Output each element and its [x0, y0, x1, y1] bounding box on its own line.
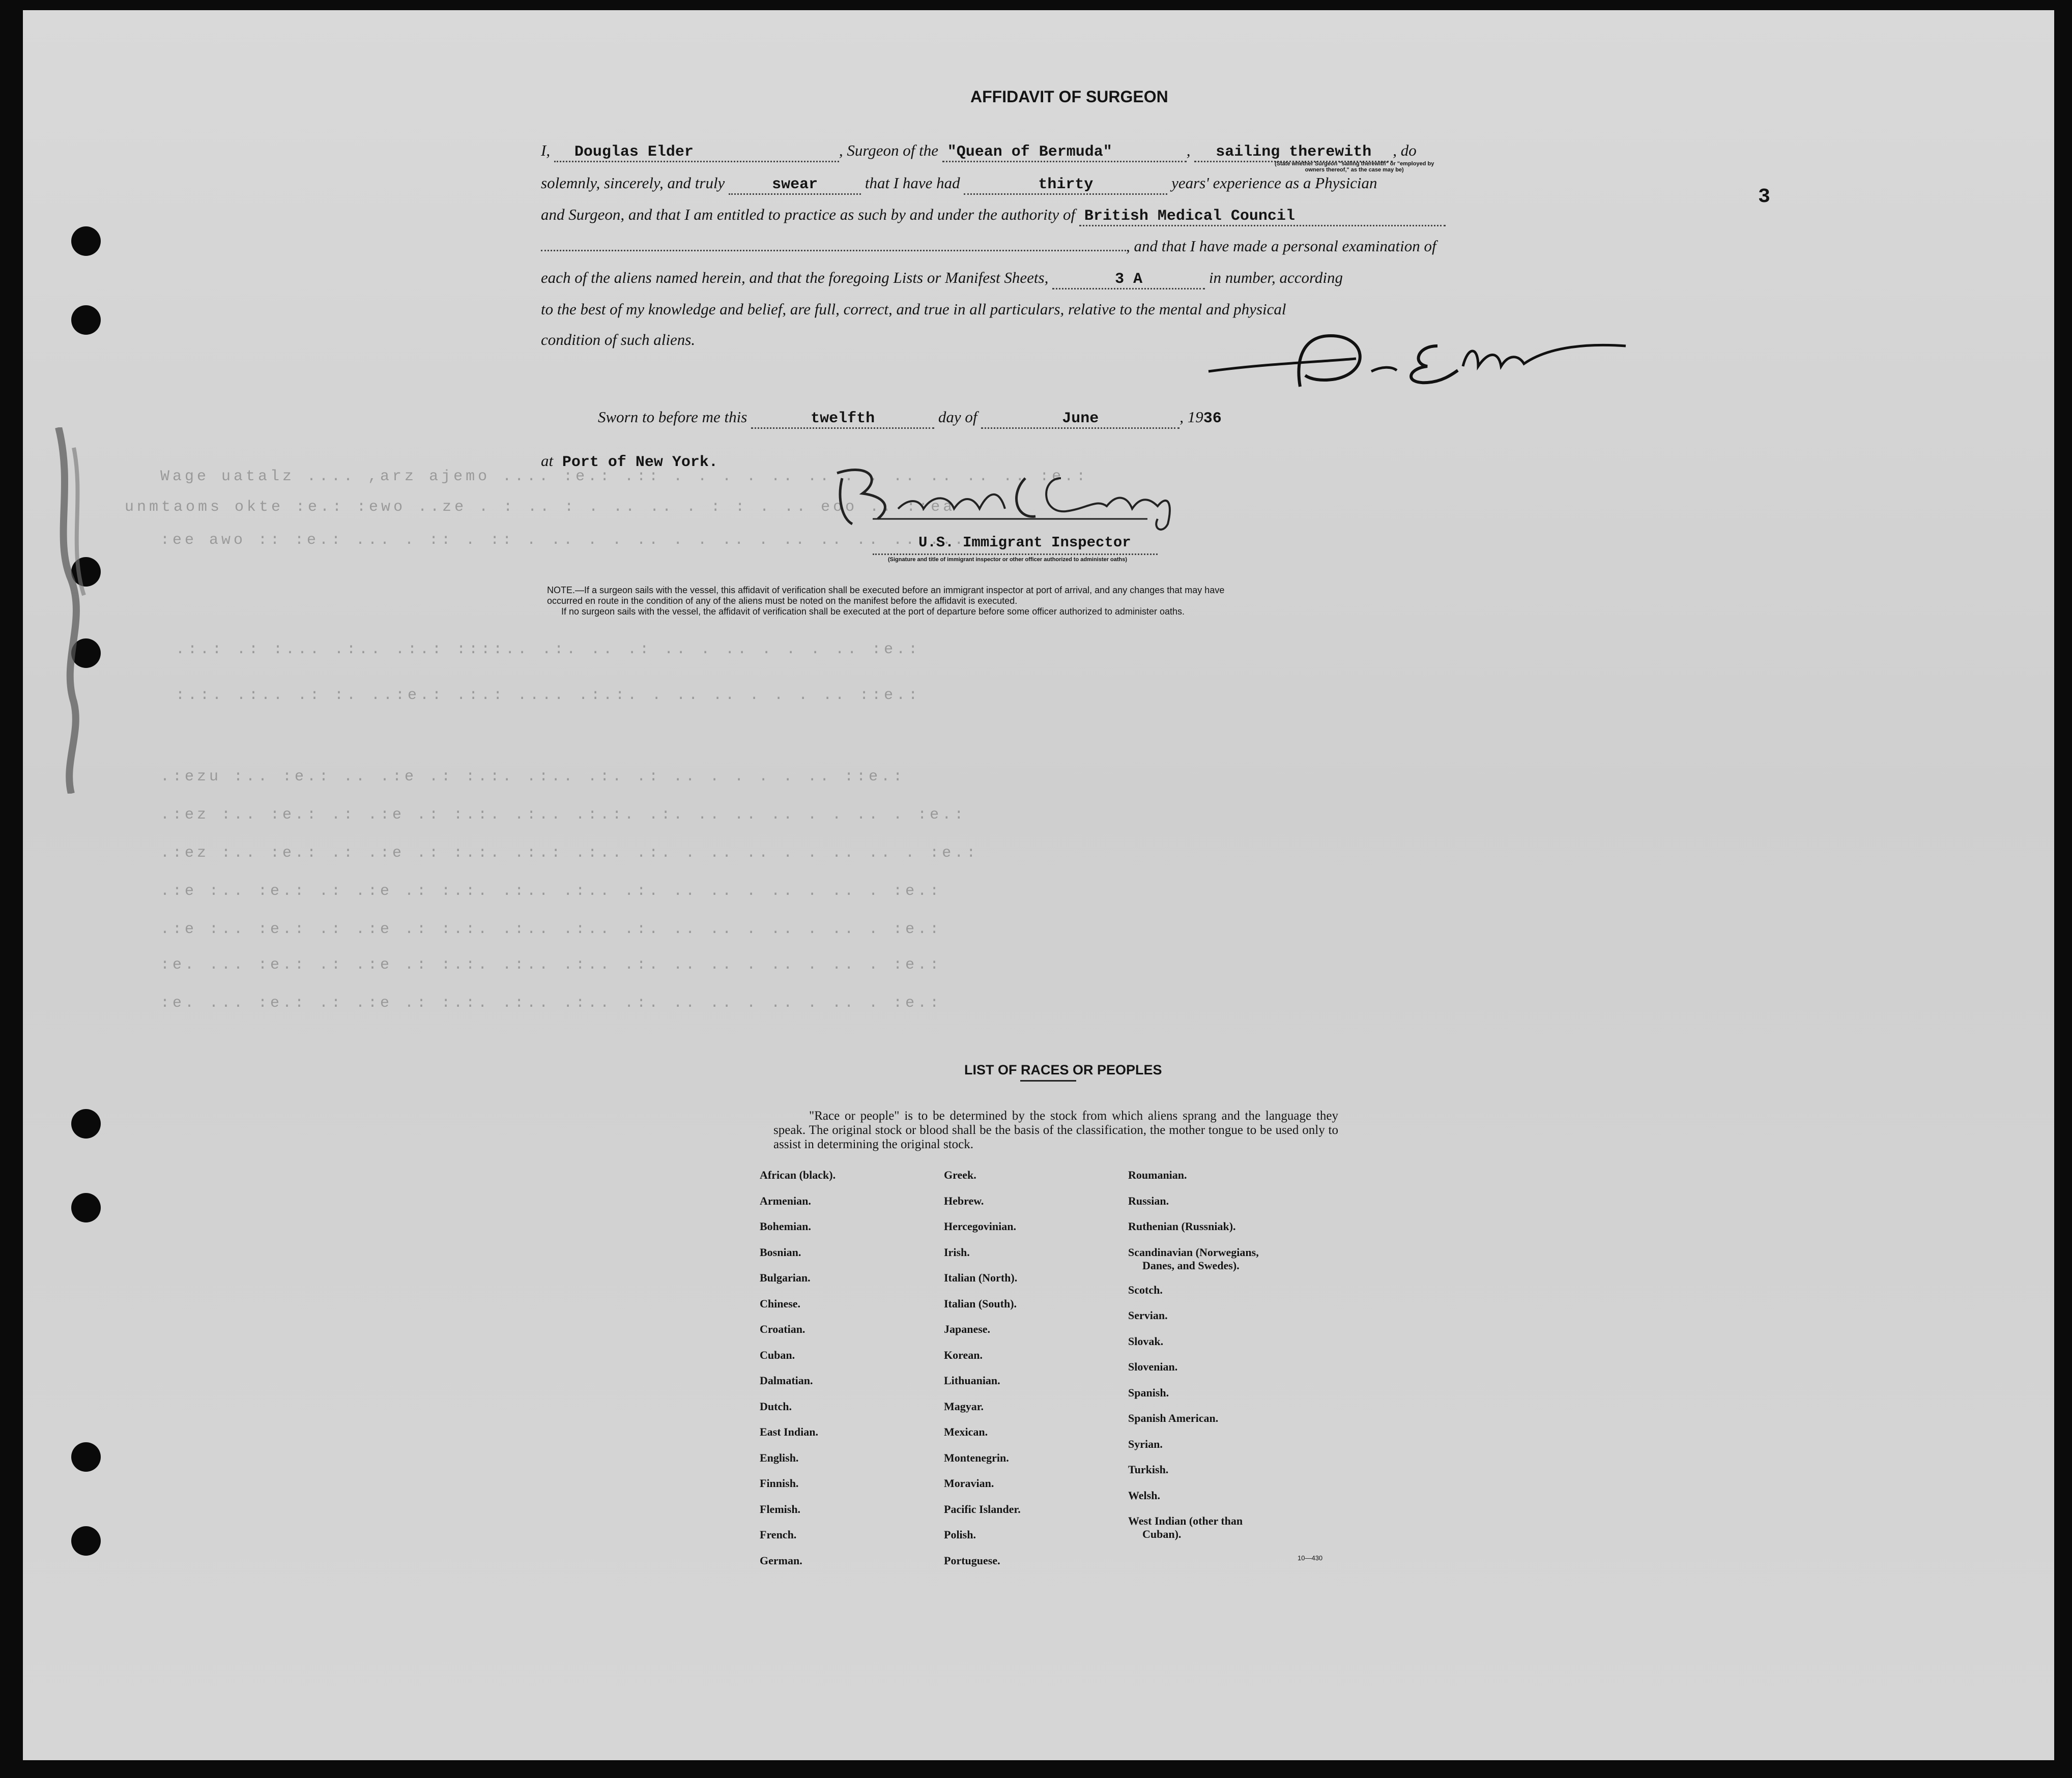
binder-hole [71, 1526, 101, 1556]
at-text: at [541, 452, 554, 470]
affidavit-line-7: condition of such aliens. [541, 331, 696, 348]
solemnly-text: solemnly, sincerely, and truly [541, 174, 725, 192]
affidavit-line-4 [541, 237, 1436, 255]
surgeon-signature [1203, 315, 1631, 397]
capacity-note: (State whether Surgeon "sailing therewith" or "employed by owners thereof," as the case may be) [1275, 161, 1434, 173]
affidavit-line-1 [541, 141, 1417, 162]
race-item: Slovenian. [1128, 1360, 1178, 1373]
race-item: Moravian. [944, 1477, 994, 1490]
races-column-1 [760, 1169, 836, 1580]
affidavit-line-5 [541, 269, 1343, 289]
surgeon-of-text: , Surgeon of the [839, 141, 938, 159]
race-item: Mexican. [944, 1425, 988, 1438]
race-item: Italian (North). [944, 1271, 1018, 1284]
race-item: Turkish. [1128, 1463, 1169, 1476]
manifest-sheet: Wage uatalz .... ,arz ajemo .... :e.: .:: . . . . .. .. . . .. .. .. .. :e.: unmtaoms okte :e.: :ewo ..ze . : .. : . .. .. . : : . .. eoo .. ::ea :ee awo :: :e.: ... . :: . :: . .. . . .. . . .. . .. .. .. .. ... .:.: .: :... .:.. .:.: ::::.. .:. .. .: .. . .. . . . .. :e.: :.:. .:.. .: :. ..:e.: .:.: .... .:.:. . .. .. . . . .. ::e.: .:ezu :.. :e.: .. .:e .: :.:. .:.. .:. .: .. . . . . .. ::e.: .:ez :.. :e.: .: .:e .: :.:. .:.. .:.:. .:. .. .. .. . . .. . :e.: .:ez :.. :e.: .: .:e .: :.:. .:.: .:.. .:. . .. .. . . .. .. . :e.: .:e :.. :e.: .: .:e .: :.:. .:.. .:.. .:. .. .. . .. . .. . :e.: .:e :.. :e.: .: .:e .: :.:. .:.. .:.. .:. .. .. . .. . .. . :e.: :e. ... :e.: .: .:e .: :.:. .:.. .:.. .:. .. .. . .. . .. . :e.: :e. ... :e.: .: .:e .: :.:. .:.. .:.. .:. .. .. . .. . .. . :e.: 3 AFFIDAVIT OF SURGEON I, Douglas Elder , Surgeon of the "Quean of Bermuda" , sailing therewith , do (State whether Surgeon "sailing therewith" or "employed by owners thereof," as the case may be) solemnly, sincerely, and truly swear that I have had thirty years' experience as a Physician and Surgeon, and that I am entitled to practice as such by and under the authority of British Medical Council , and that I have made a personal examination of each of the aliens named herein, and that the foregoing Lists or Manifest Sheets, 3 A in number, according to the best of my knowledge and belief, are full, correct, and true in all particulars, relative to the mental and physical condition of such aliens. Sworn to before me this twelfth day of June , 1936 at Port of New York. U.S. Immigrant Inspector (Signature and title of immigrant inspector or other officer authorized to administer oaths) NOTE.—If a surgeon sails with the vessel, this affidavit of verification shall be executed before an immigrant inspector at port of arrival, and any changes that may have occurred en route in the condition of any of the aliens must be noted on the manifest before the affidavit is executed. If no surgeon sails with the vessel, the affidavit of verification shall be executed at the port of departure before some officer authorized to administer oaths. LIST OF RACES OR PEOPLES "Race or people" is to be determined by the stock from which aliens sprang and the language they speak. The original stock or blood shall be the basis of the classification, the mother tongue to be used only to assist in determining the original stock. African (black). Armenian. Bohemian. Bosnian. Bulgarian. Chinese. Croatian. Cuban. Dalmatian. Dutch. East Indian. English. Finnish. Flemish. French. German. Greek. Hebrew. Hercegovinian. Irish. Italian (North). Italian (South). Japanese. Korean. Lithuanian. Magyar. Mexican. Montenegrin. Moravian. Pacific Islander. Polish. Portuguese. Roumanian. Russian. Ruthenian (Russniak). Scandinavian (Norwegians, Danes, and Swedes). Scotch. Servian. Slovak. Slovenian. Spanish. Spanish American. Syrian. Turkish. Welsh. West Indian (other than Cuban). 10—430 [23, 10, 2054, 1760]
race-item: Pacific Islander. [944, 1502, 1021, 1515]
sworn-day-field: twelfth [751, 411, 934, 429]
sworn-line [598, 408, 1222, 429]
races-column-2 [944, 1169, 1021, 1580]
race-item: Montenegrin. [944, 1451, 1009, 1464]
race-item: Bulgarian. [760, 1271, 811, 1284]
affidavit-line-3 [541, 206, 1446, 226]
race-item: Syrian. [1128, 1437, 1163, 1450]
note-line-2: occurred en route in the condition of any of the aliens must be noted on the manifest before the affidavit is executed. [547, 596, 1018, 606]
inspector-caption: (Signature and title of immigrant inspector or other officer authorized to administer oaths) [888, 557, 1127, 563]
comma-text: , [1186, 141, 1191, 159]
binder-hole [71, 1109, 101, 1139]
years-field: thirty [964, 177, 1167, 195]
race-item: Italian (South). [944, 1297, 1017, 1310]
race-item: Welsh. [1128, 1489, 1160, 1502]
race-item: German. [760, 1554, 802, 1567]
authority-continued-field [541, 250, 1126, 251]
race-item: Armenian. [760, 1194, 811, 1207]
port-line [541, 452, 852, 471]
affidavit-line-2 [541, 174, 1377, 195]
race-item: Scandinavian (Norwegians, [1128, 1245, 1259, 1259]
in-number-text: in number, according [1208, 269, 1343, 286]
race-item: Croatian. [760, 1323, 805, 1335]
race-item: Bosnian. [760, 1245, 801, 1259]
race-item: Scotch. [1128, 1283, 1163, 1296]
inspector-title: U.S. Immigrant Inspector [918, 534, 1131, 551]
race-item: Spanish. [1128, 1386, 1169, 1399]
pronoun-text: I, [541, 141, 551, 159]
sworn-text: Sworn to before me this [598, 408, 747, 426]
surgeon-name-field: Douglas Elder [554, 144, 839, 162]
race-item: Hebrew. [944, 1194, 984, 1207]
race-item: Cuban). [1142, 1528, 1182, 1540]
race-item: Servian. [1128, 1309, 1168, 1322]
races-heading: LIST OF RACES OR PEOPLES [964, 1062, 1162, 1077]
affidavit-heading: AFFIDAVIT OF SURGEON [970, 88, 1168, 106]
race-item: Hercegovinian. [944, 1220, 1016, 1233]
authority-text: and Surgeon, and that I am entitled to practice as such by and under the authority of [541, 206, 1076, 223]
race-item: Danes, and Swedes). [1142, 1259, 1240, 1272]
sheets-count-field: 3 A [1052, 272, 1205, 289]
aliens-named-text: each of the aliens named herein, and that the foregoing Lists or Manifest Sheets, [541, 269, 1049, 286]
race-item: French. [760, 1528, 797, 1541]
form-number: 10—430 [1298, 1554, 1323, 1562]
race-item: West Indian (other than [1128, 1514, 1243, 1527]
sworn-year-field: 36 [1203, 410, 1222, 427]
vessel-name-field: "Quean of Bermuda" [942, 144, 1187, 162]
note-line-3: If no surgeon sails with the vessel, the affidavit of verification shall be executed at the port of departure before some officer authorized to administer oaths. [561, 606, 1185, 617]
day-of-text: day of [938, 408, 977, 426]
race-item: Spanish American. [1128, 1412, 1219, 1424]
race-item: Cuban. [760, 1348, 795, 1361]
race-item: Finnish. [760, 1477, 799, 1490]
inspector-signature [822, 458, 1178, 539]
race-item: Korean. [944, 1348, 983, 1361]
race-item: East Indian. [760, 1425, 818, 1438]
race-item: Greek. [944, 1169, 976, 1181]
binder-hole [71, 305, 101, 335]
capacity-field: sailing therewith [1194, 144, 1393, 162]
race-item: Lithuanian. [944, 1374, 1000, 1387]
race-item: Polish. [944, 1528, 976, 1541]
binder-hole [71, 226, 101, 256]
affidavit-note [547, 585, 1224, 617]
page-number: 3 [1758, 186, 1771, 209]
race-item: Magyar. [944, 1400, 984, 1413]
race-item: Bohemian. [760, 1220, 811, 1233]
binder-hole [71, 1193, 101, 1222]
authority-field: British Medical Council [1079, 209, 1446, 226]
torn-edge-mark [43, 427, 104, 794]
race-item: Russian. [1128, 1194, 1169, 1207]
sworn-month-field: June [981, 411, 1179, 429]
races-intro: "Race or people" is to be determined by the stock from which aliens sprang and the language they speak. The original stock or blood shall be the basis of the classification, the mother tongue to be used only to assist in determining the original stock. [773, 1109, 1338, 1151]
binder-hole [71, 1442, 101, 1472]
note-line-1: NOTE.—If a surgeon sails with the vessel, this affidavit of verification shall be executed before an immigrant inspector at port of arrival, and any changes that may have [547, 585, 1225, 595]
century-text: , 19 [1179, 408, 1203, 426]
races-heading-rule [1020, 1080, 1076, 1082]
race-item: Roumanian. [1128, 1169, 1187, 1181]
race-item: Irish. [944, 1245, 970, 1259]
race-item: Portuguese. [944, 1554, 1000, 1567]
race-item: Japanese. [944, 1323, 991, 1335]
race-item: African (black). [760, 1169, 836, 1181]
races-column-3 [1128, 1169, 1259, 1554]
race-item: Ruthenian (Russniak). [1128, 1220, 1236, 1233]
do-text: , do [1393, 141, 1417, 159]
oath-field: swear [729, 177, 861, 195]
race-item: Dutch. [760, 1400, 792, 1413]
race-item: English. [760, 1451, 799, 1464]
examination-text: , and that I have made a personal examination of [1126, 237, 1436, 255]
race-item: Dalmatian. [760, 1374, 813, 1387]
inspector-signature-line [873, 553, 1158, 555]
race-item: Flemish. [760, 1502, 801, 1515]
port-field: Port of New York. [562, 454, 718, 471]
experience-text: years' experience as a Physician [1171, 174, 1377, 192]
race-item: Chinese. [760, 1297, 801, 1310]
affidavit-line-6: to the best of my knowledge and belief, are full, correct, and true in all particulars, relative to the mental and physical [541, 300, 1286, 318]
race-item: Slovak. [1128, 1334, 1164, 1348]
have-had-text: that I have had [865, 174, 960, 192]
